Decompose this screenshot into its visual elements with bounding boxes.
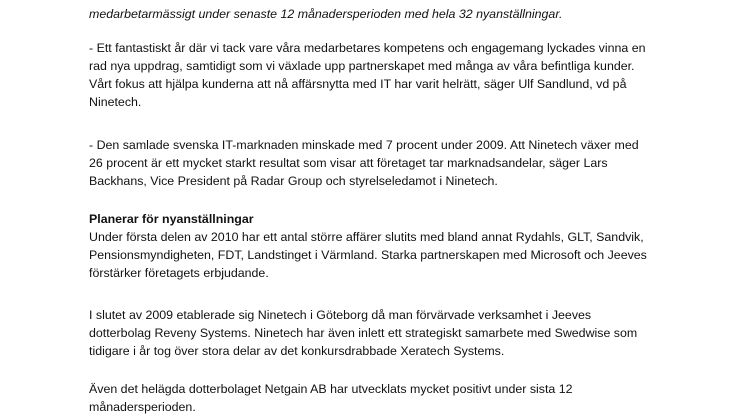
quote-market-line: Backhans, Vice President på Radar Group och styrelseledamot i Ninetech. <box>89 174 498 188</box>
quote-ceo-line: Vårt fokus att hjälpa kunderna att nå affärsnytta med IT har varit helrätt, säger Ulf Sandlund, vd på <box>89 77 627 91</box>
paragraph-line: tidigare i år tog över stora delar av det konkursdrabbade Xeratech Systems. <box>89 344 505 358</box>
quote-ceo-line: - Ett fantastiskt år där vi tack vare våra medarbetares kompetens och engagemang lyckades vinna en <box>89 41 646 55</box>
intro-italic-line: medarbetarmässigt under senaste 12 månadersperioden med hela 32 nyanställningar. <box>89 7 563 21</box>
quote-ceo-line: Ninetech. <box>89 95 142 109</box>
paragraph-line: Även det helägda dotterbolaget Netgain AB har utvecklats mycket positivt under sista 12 <box>89 382 573 396</box>
paragraph-line: förstärker företagets erbjudande. <box>89 266 269 280</box>
section-heading: Planerar för nyanställningar <box>89 212 254 226</box>
paragraph-line: Under första delen av 2010 har ett antal större affärer slutits med bland annat Rydahls, GLT, Sandvik, <box>89 230 644 244</box>
quote-ceo-line: rad nya uppdrag, samtidigt som vi växlade upp partnerskapet med många av våra befintliga kunder. <box>89 59 635 73</box>
paragraph-line: I slutet av 2009 etablerade sig Ninetech i Göteborg då man förvärvade verksamhet i Jeeves <box>89 308 592 322</box>
quote-market-line: - Den samlade svenska IT-marknaden minskade med 7 procent under 2009. Att Ninetech växer med <box>89 138 639 152</box>
paragraph-line: Pensionsmyndigheten, FDT, Landstinget i Värmland. Starka partnerskapen med Microsoft och Jeeves <box>89 248 647 262</box>
paragraph-line: dotterbolag Reveny Systems. Ninetech har även inlett ett strategiskt samarbete med Swedwise som <box>89 326 638 340</box>
paragraph-line: månadersperioden. <box>89 400 196 414</box>
quote-market-line: 26 procent är ett mycket starkt resultat som visar att företaget tar marknadsandelar, säger Lars <box>89 156 608 170</box>
